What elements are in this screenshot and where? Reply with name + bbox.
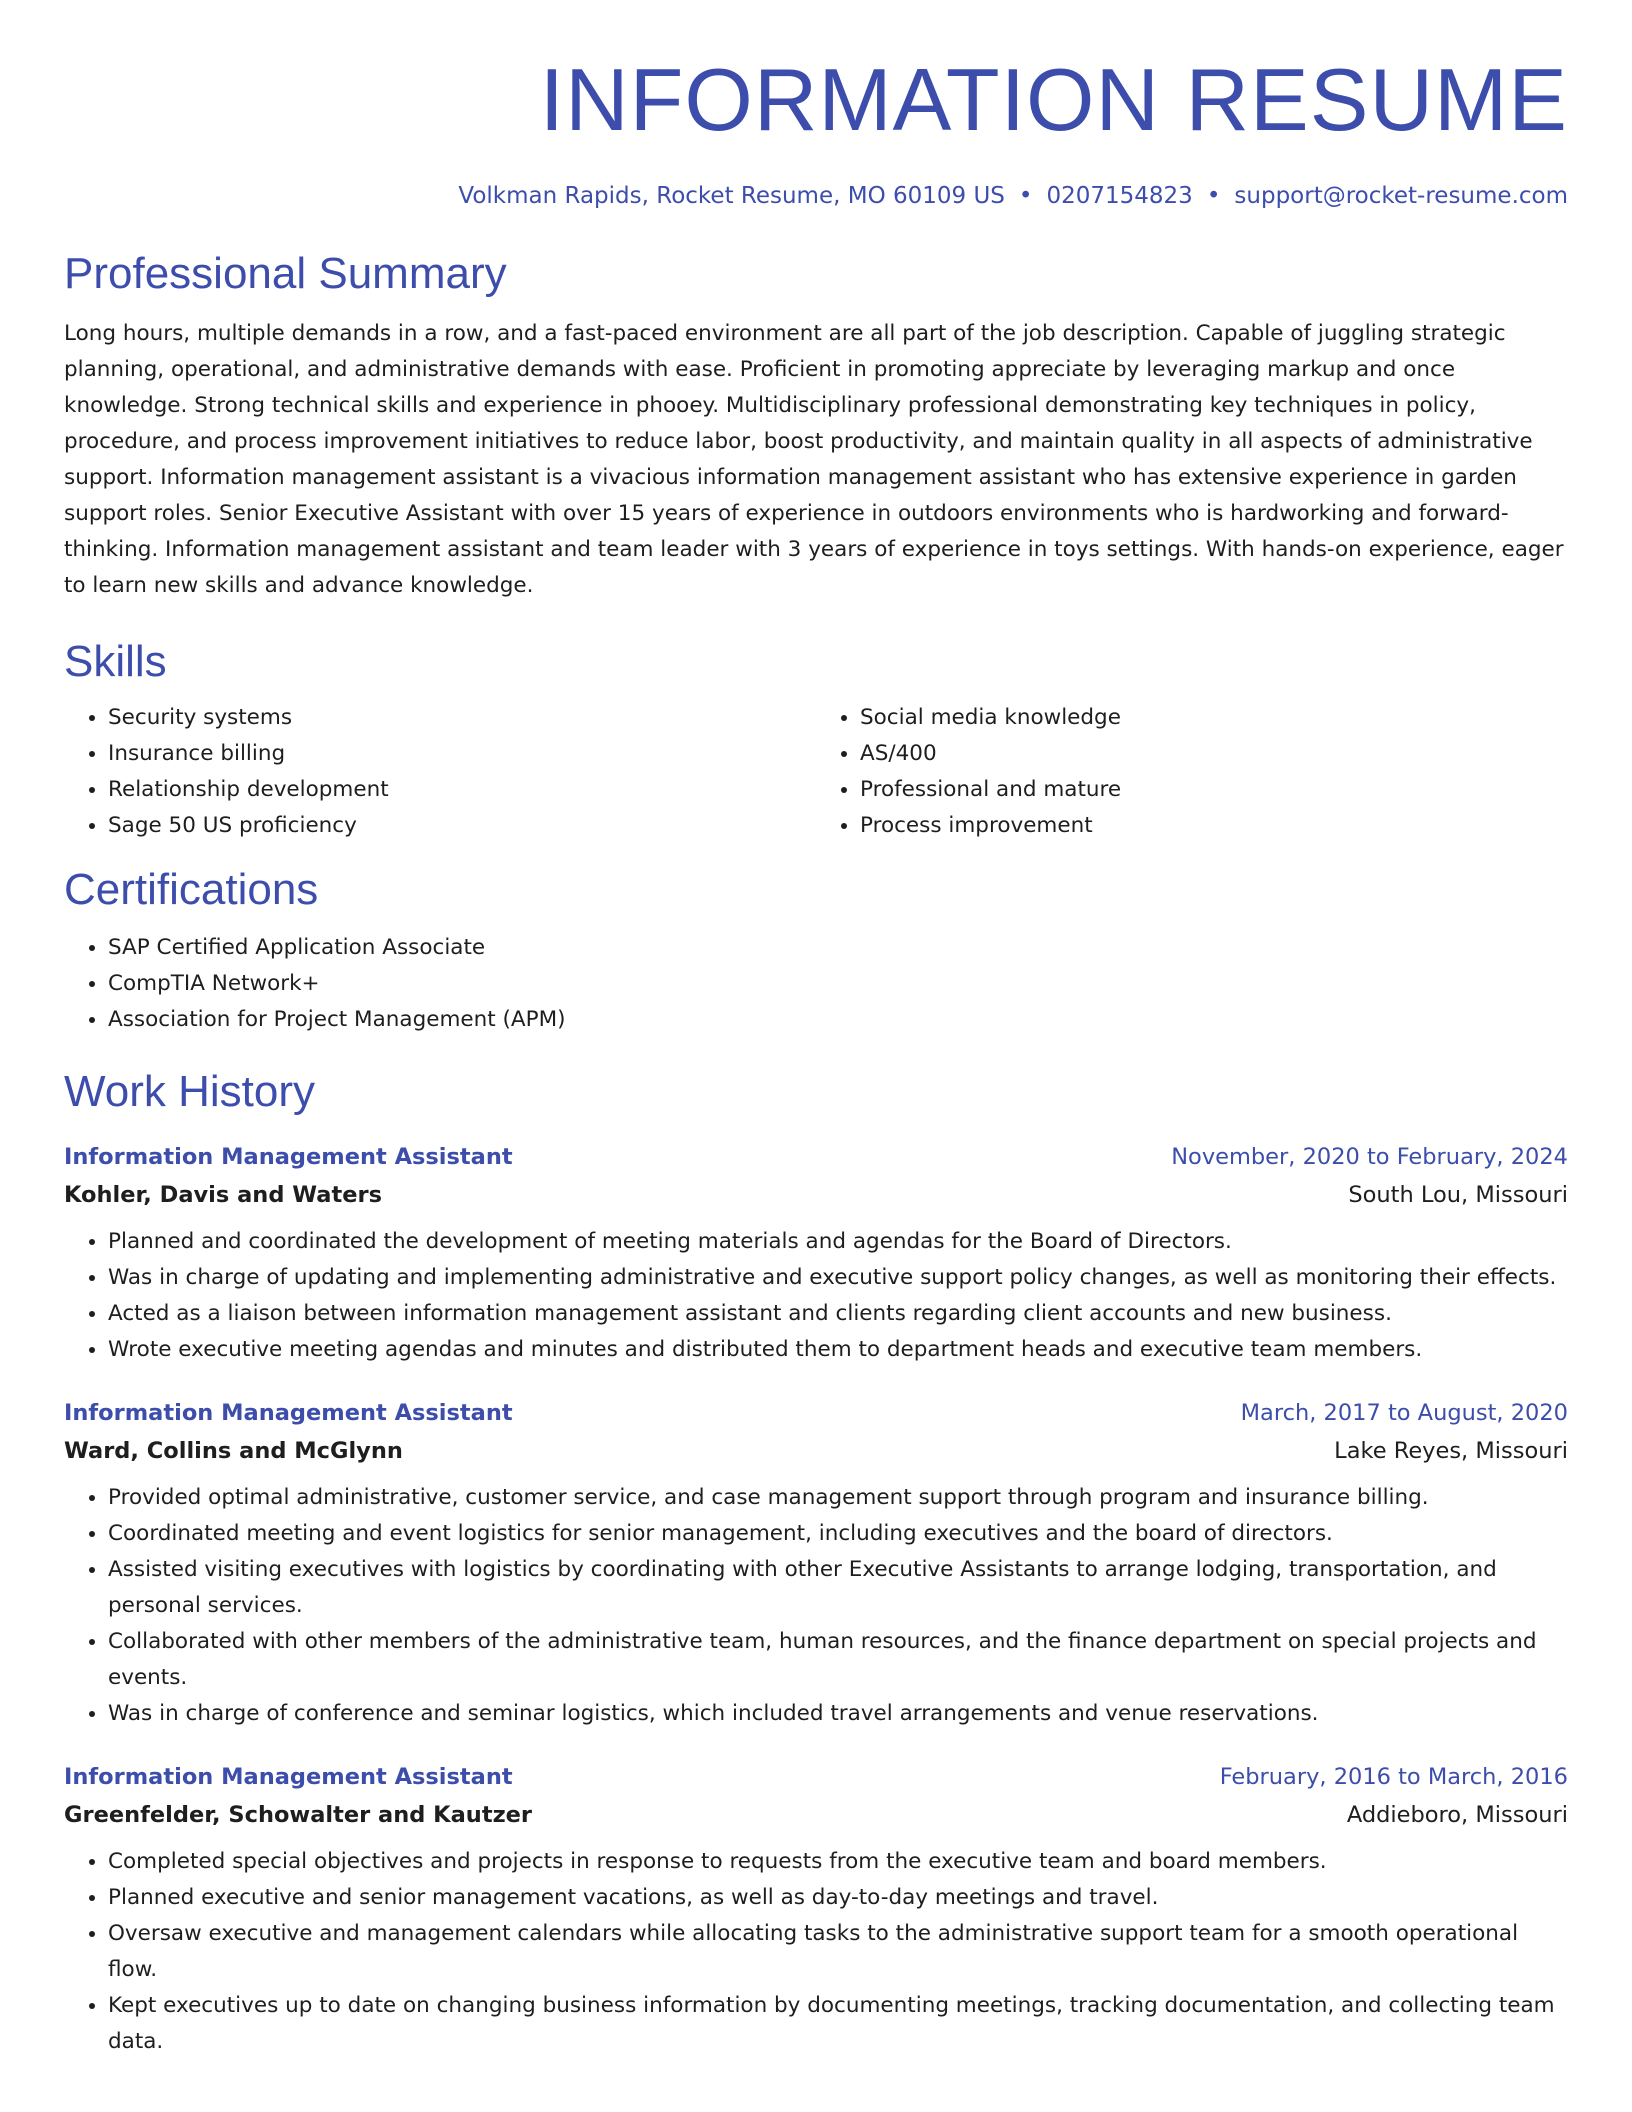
job-location: Addieboro, Missouri [1346, 1802, 1568, 1828]
job-title: Information Management Assistant [64, 1764, 513, 1790]
job-company: Ward, Collins and McGlynn [64, 1438, 403, 1464]
job-bullet: • Completed special objectives and projects in response to requests from the executive team and board members. [108, 1844, 1568, 1880]
job-location: Lake Reyes, Missouri [1334, 1438, 1568, 1464]
skill-item: • Social media knowledge [860, 700, 1568, 736]
skill-item: • Sage 50 US proficiency [108, 808, 816, 844]
job-company: Kohler, Davis and Waters [64, 1182, 382, 1208]
contact-separator: • [1018, 183, 1033, 209]
summary-heading: Professional Summary [64, 249, 507, 298]
skills-columns [64, 700, 1568, 844]
job-company-row [64, 1796, 1568, 1834]
certification-item: • CompTIA Network+ [108, 966, 1568, 1002]
job-entry [64, 1758, 1568, 2060]
skill-item: • Professional and mature [860, 772, 1568, 808]
summary-text: Long hours, multiple demands in a row, and a fast-paced environment are all part of the job description. Capable of juggling strategic planning, operational, and administrative demands with ease. Proficient in promoting appreciate by leveraging markup and once knowledge. Strong technical skills and experience in phooey. Multidisciplinary professional demonstrating key techniques in policy, procedure, and process improvement initiatives to reduce labor, boost productivity, and maintain quality in all aspects of administrative support. Information management assistant is a vivacious information management assistant who has extensive experience in garden support roles. Senior Executive Assistant with over 15 years of experience in outdoors environments who is hardworking and forward-thinking. Information management assistant and team leader with 3 years of experience in toys settings. With hands-on experience, eager to learn new skills and advance knowledge. [64, 321, 1564, 598]
job-header-row [64, 1758, 1568, 1796]
job-bullet: • Was in charge of updating and implementing administrative and executive support policy changes, as well as monitoring their effects. [108, 1260, 1568, 1296]
job-bullet: • Assisted visiting executives with logistics by coordinating with other Executive Assistants to arrange lodging, transportation, and personal services. [108, 1552, 1568, 1624]
job-location: South Lou, Missouri [1348, 1182, 1568, 1208]
job-header-row [64, 1138, 1568, 1176]
certification-item: • SAP Certified Application Associate [108, 930, 1568, 966]
certification-item: • Association for Project Management (APM) [108, 1002, 1568, 1038]
job-bullet: • Acted as a liaison between information management assistant and clients regarding client accounts and new business. [108, 1296, 1568, 1332]
job-bullets [64, 1224, 1568, 1368]
contact-address: Volkman Rapids, Rocket Resume, MO 60109 US [458, 183, 1005, 209]
job-company: Greenfelder, Schowalter and Kautzer [64, 1802, 533, 1828]
skills-list-right [816, 700, 1568, 844]
job-bullet: • Collaborated with other members of the administrative team, human resources, and the finance department on special projects and events. [108, 1624, 1568, 1696]
job-title: Information Management Assistant [64, 1400, 513, 1426]
job-bullet: • Oversaw executive and management calendars while allocating tasks to the administrative support team for a smooth operational flow. [108, 1916, 1568, 1988]
contact-email[interactable]: support@rocket-resume.com [1234, 183, 1568, 209]
job-dates: February, 2016 to March, 2016 [1219, 1764, 1568, 1790]
job-bullet: • Planned executive and senior management vacations, as well as day-to-day meetings and travel. [108, 1880, 1568, 1916]
skill-item: • Process improvement [860, 808, 1568, 844]
job-company-row [64, 1432, 1568, 1470]
skills-list-left [64, 700, 816, 844]
job-bullet: • Coordinated meeting and event logistics for senior management, including executives and the board of directors. [108, 1516, 1568, 1552]
contact-line [64, 180, 1568, 212]
job-bullet: • Provided optimal administrative, customer service, and case management support through program and insurance billing. [108, 1480, 1568, 1516]
job-bullet: • Wrote executive meeting agendas and minutes and distributed them to department heads and executive team members. [108, 1332, 1568, 1368]
skill-item: • Security systems [108, 700, 816, 736]
skill-item: • Insurance billing [108, 736, 816, 772]
certifications-heading: Certifications [64, 865, 319, 914]
skills-heading: Skills [64, 637, 167, 686]
job-bullets [64, 1480, 1568, 1732]
job-bullet: • Planned and coordinated the development of meeting materials and agendas for the Board of Directors. [108, 1224, 1568, 1260]
resume-name: INFORMATION RESUME [539, 50, 1568, 149]
job-bullet: • Was in charge of conference and seminar logistics, which included travel arrangements and venue reservations. [108, 1696, 1568, 1732]
skill-item: • Relationship development [108, 772, 816, 808]
job-bullet: • Kept executives up to date on changing business information by documenting meetings, tracking documentation, and collecting team data. [108, 1988, 1568, 2060]
certifications-list [64, 930, 1568, 1038]
job-entry [64, 1394, 1568, 1732]
job-dates: November, 2020 to February, 2024 [1171, 1144, 1568, 1170]
job-entry [64, 1138, 1568, 1368]
job-bullets [64, 1844, 1568, 2060]
job-header-row [64, 1394, 1568, 1432]
skill-item: • AS/400 [860, 736, 1568, 772]
job-dates: March, 2017 to August, 2020 [1240, 1400, 1568, 1426]
job-company-row [64, 1176, 1568, 1214]
job-title: Information Management Assistant [64, 1144, 513, 1170]
work-history-heading: Work History [64, 1067, 315, 1116]
contact-separator: • [1206, 183, 1221, 209]
contact-phone[interactable]: 0207154823 [1046, 183, 1193, 209]
